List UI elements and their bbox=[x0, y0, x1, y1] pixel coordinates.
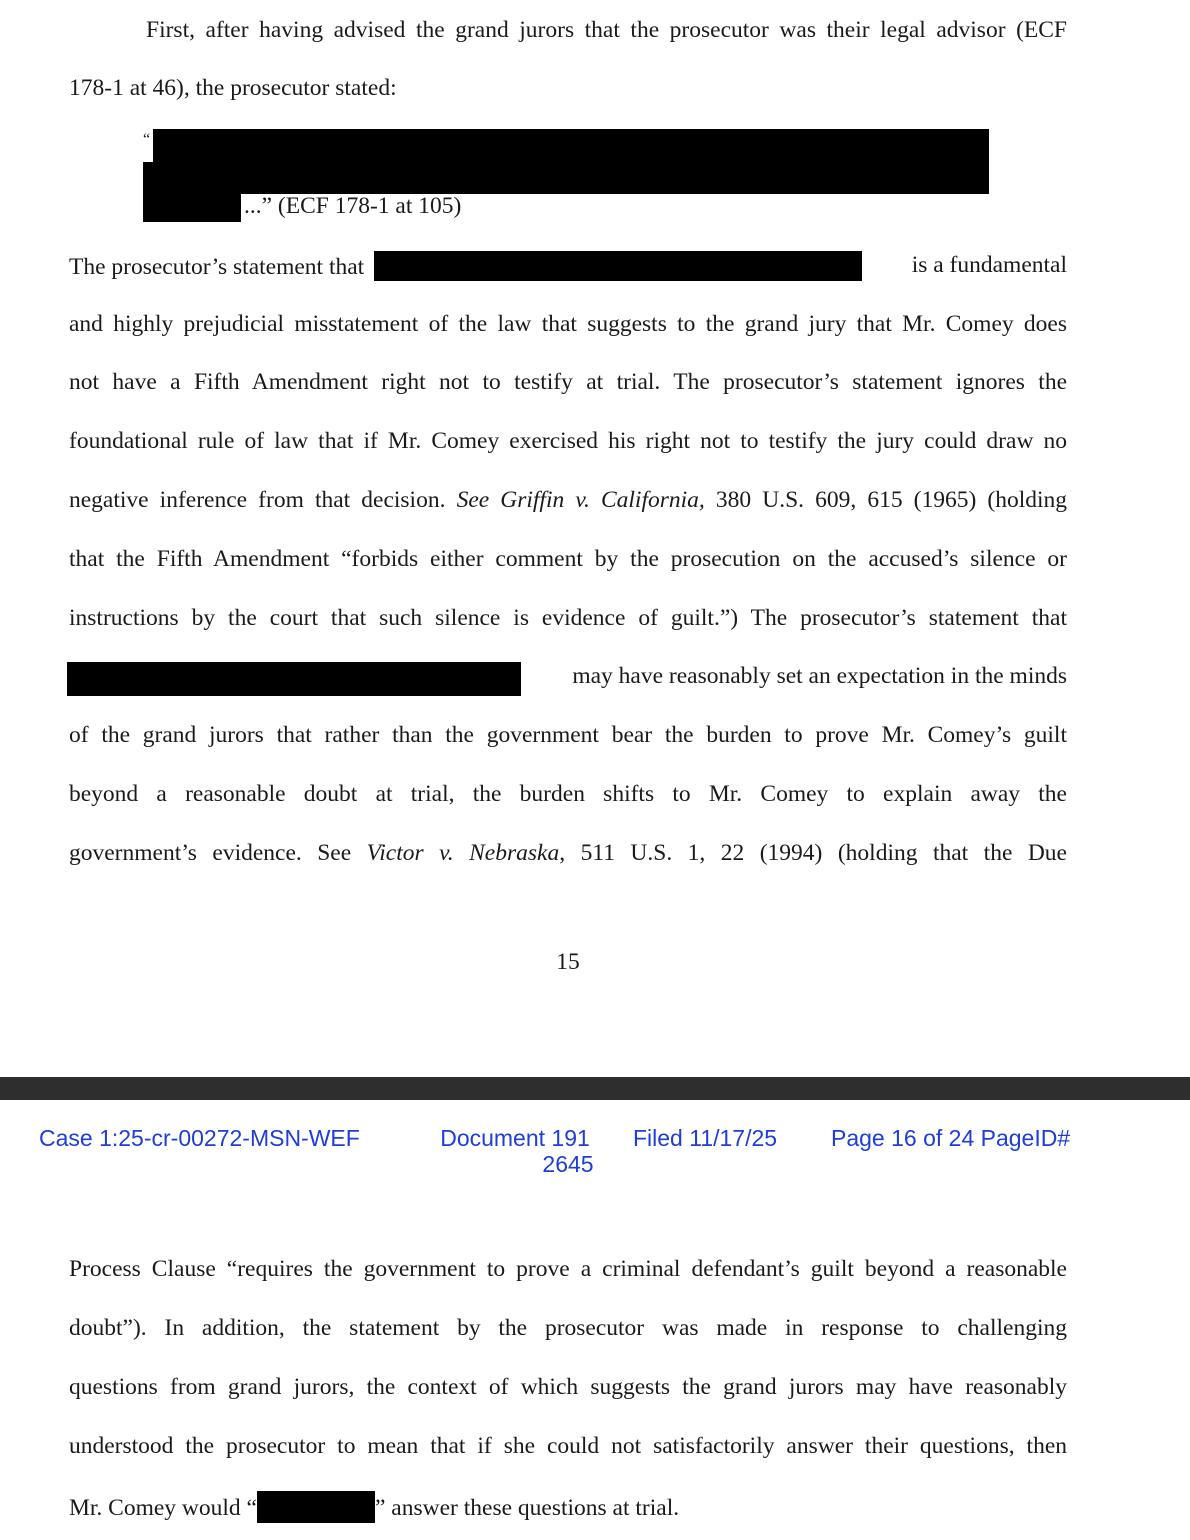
document-number: Document 191 bbox=[440, 1125, 590, 1151]
paragraph-line: negative inference from that decision. See Griffin v. California, 380 U.S. 609, 615 (1965) (holding bbox=[69, 487, 1068, 513]
paragraph-line: Mr. Comey would “ ” answer these questions at trial. bbox=[69, 1491, 1067, 1523]
filed-date: Filed 11/17/25 bbox=[633, 1125, 778, 1151]
paragraph-line: understood the prosecutor to mean that if she could not satisfactorily answer their questions, then bbox=[69, 1433, 1067, 1459]
case-citation: Victor v. Nebraska bbox=[366, 840, 560, 866]
redaction-block bbox=[153, 129, 989, 164]
paragraph-line: may have reasonably set an expectation in the minds bbox=[69, 662, 1067, 696]
redaction-block bbox=[374, 251, 862, 281]
pageid-number: 2645 bbox=[542, 1151, 594, 1177]
case-citation: See Griffin v. California, bbox=[456, 487, 705, 513]
redaction-block bbox=[143, 192, 241, 222]
page-number: 15 bbox=[556, 949, 580, 975]
paragraph-line: and highly prejudicial misstatement of the law that suggests to the grand jury that Mr. Comey does bbox=[69, 311, 1067, 337]
paragraph-line: government’s evidence. See Victor v. Nebraska, 511 U.S. 1, 22 (1994) (holding that the Due bbox=[69, 840, 1067, 866]
quote-open-mark: “ bbox=[143, 131, 151, 148]
case-number: Case 1:25-cr-00272-MSN-WEF bbox=[39, 1125, 360, 1151]
paragraph-line: that the Fifth Amendment “forbids either comment by the prosecution on the accused’s silence or bbox=[69, 546, 1067, 572]
intro-line-1: First, after having advised the grand jurors that the prosecutor was their legal advisor (ECF bbox=[146, 17, 1067, 43]
page-separator bbox=[0, 1077, 1190, 1100]
page-count: Page 16 of 24 PageID# bbox=[831, 1125, 1071, 1151]
redaction-block bbox=[143, 162, 989, 194]
paragraph-line: questions from grand jurors, the context of which suggests the grand jurors may have reasonably bbox=[69, 1374, 1067, 1400]
paragraph-line: Process Clause “requires the government to prove a criminal defendant’s guilt beyond a reasonable bbox=[69, 1256, 1067, 1282]
quote-citation: ...” (ECF 178-1 at 105) bbox=[244, 193, 462, 219]
redaction-block bbox=[67, 662, 521, 696]
paragraph-line: instructions by the court that such silence is evidence of guilt.”) The prosecutor’s statement that bbox=[69, 605, 1067, 631]
redaction-block bbox=[257, 1491, 375, 1523]
paragraph-line: beyond a reasonable doubt at trial, the burden shifts to Mr. Comey to explain away the bbox=[69, 781, 1067, 807]
paragraph-line: The prosecutor’s statement that is a fundamental bbox=[69, 252, 1067, 280]
intro-line-2: 178-1 at 46), the prosecutor stated: bbox=[69, 75, 397, 101]
paragraph-line: of the grand jurors that rather than the government bear the burden to prove Mr. Comey’s guilt bbox=[69, 722, 1067, 748]
paragraph-line: foundational rule of law that if Mr. Comey exercised his right not to testify the jury could draw no bbox=[69, 428, 1067, 454]
paragraph-line: doubt”). In addition, the statement by the prosecutor was made in response to challenging bbox=[69, 1315, 1067, 1341]
paragraph-line: not have a Fifth Amendment right not to testify at trial. The prosecutor’s statement ignores the bbox=[69, 369, 1067, 395]
